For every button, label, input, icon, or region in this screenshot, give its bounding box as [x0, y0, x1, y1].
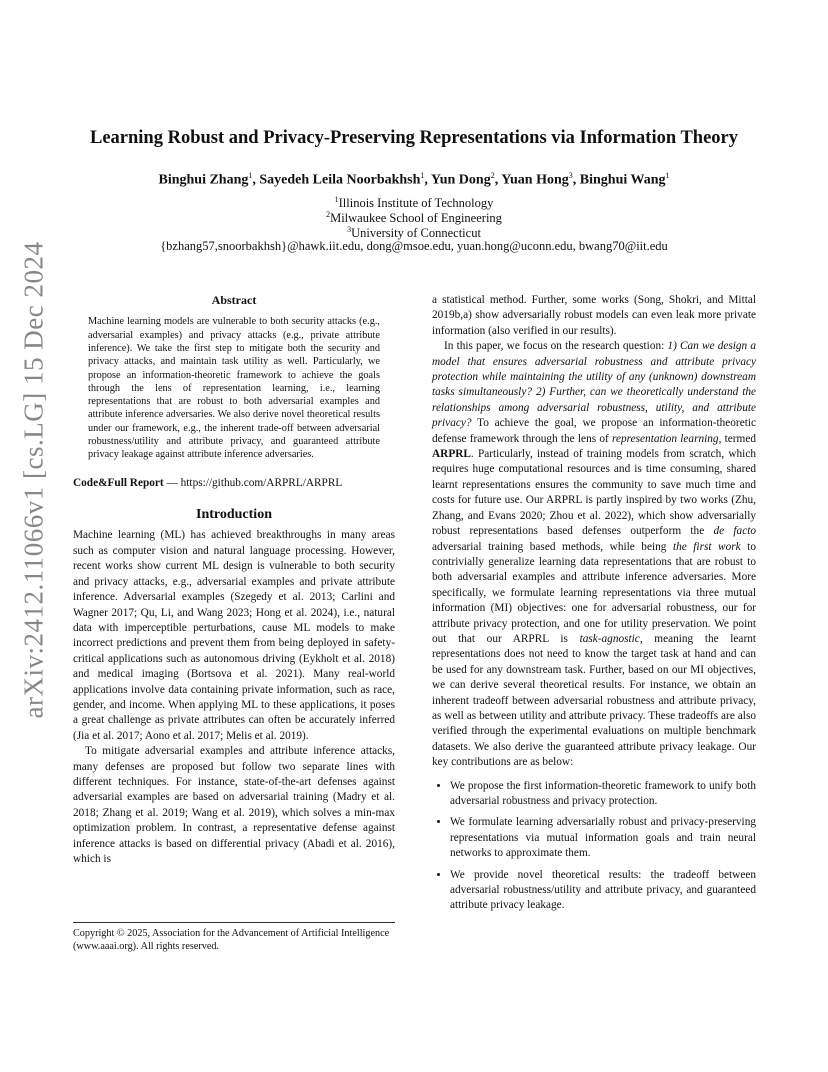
- abstract-text: Machine learning models are vulnerable to both security attacks (e.g., adversarial examples) and privacy attacks (e.g., private attribute inference). We take the first step to mitigate both the security and privacy attacks, and maintain task utility as well. Particularly, we propose an information-theoretic framework to achieve the goals through the lens of representation learning, i.e., learning representations that are robust to both adversarial examples and attribute inference adversaries. We also derive novel theoretical results under our framework, e.g., the inherent trade-off between adversarial robustness/utility and attribute privacy, and guaranteed attribute privacy leakage against attribute inference adversaries.: [88, 316, 380, 461]
- right-column: [432, 293, 756, 920]
- code-label: Code&Full Report: [73, 476, 164, 489]
- text-span: , termed: [718, 432, 756, 445]
- arxiv-identifier: arXiv:2412.11066v1 [cs.LG] 15 Dec 2024: [18, 241, 49, 719]
- text-span: , meaning the learnt representations does not need to know the target task at hand and can be used for any downstream task. Further, based on our MI objectives, we can derive several theoretical results. For instance, we obtain an inherent tradeoff between adversarial robustness and attribute privacy, as well as between utility and attribute privacy. These tradeoffs are also verified through the experimental evaluations on multiple benchmark datasets. We also derive the guaranteed attribute privacy leakage. Our key contributions are as below:: [432, 632, 756, 769]
- emphasis: representation learning: [612, 432, 719, 445]
- affil-mark: 2: [326, 210, 331, 219]
- text-span: adversarial training based methods, while being: [432, 540, 673, 553]
- emphasis: the first work: [672, 540, 741, 553]
- method-name: ARPRL: [432, 448, 471, 461]
- research-question: 1) Can we design a model that ensures adversarial robustness and attribute privacy protection while maintaining the utility of any (unknown) downstream tasks simultaneously? 2) Further, can we theoretically understand the relationships among adversarial robustness, utility, and attribute privacy?: [432, 340, 756, 430]
- code-report-line: [73, 476, 395, 491]
- author-affil-mark: 3: [568, 171, 573, 180]
- author-affil-mark: 1: [420, 171, 425, 180]
- author-name: Binghui Zhang: [158, 172, 249, 188]
- list-item: • We provide novel theoretical results: the tradeoff between adversarial robustness/utility and attribute privacy, and guaranteed attribute privacy leakage.: [450, 868, 756, 914]
- list-item: • We formulate learning adversarially robust and privacy-preserving representations via mutual information goals and train neural networks to approximate them.: [450, 815, 756, 861]
- author-name: Yuan Hong: [501, 172, 569, 188]
- intro-paragraph-2: To mitigate adversarial examples and attribute inference attacks, many defenses are proposed but follow two separate lines with different techniques. For instance, state-of-the-art defenses against adversarial examples are based on adversarial training (Madry et al. 2018; Zhang et al. 2019; Wang et al. 2019), which solves a min-max optimization problem. In contrast, a representative defense against inference attacks is based on differential privacy (Abadi et al. 2016), which is: [73, 745, 395, 866]
- affil-name: Illinois Institute of Technology: [338, 196, 494, 211]
- abstract-heading: Abstract: [211, 293, 257, 307]
- author-list: Binghui Zhang$^1$, Sayedeh Leila Noorbakhsh$^1$, Yun Dong$^2$, Yuan Hong$^3$, Binghui Wang$^1$: [158, 171, 670, 188]
- author-affil-mark: 2: [490, 171, 495, 180]
- author-name: Sayedeh Leila Noorbakhsh: [259, 172, 421, 188]
- left-column: [73, 293, 395, 867]
- paper-title: Learning Robust and Privacy-Preserving Representations via Information Theory: [89, 128, 738, 148]
- copyright-footnote: Copyright © 2025, Association for the Advancement of Artificial Intelligence (www.aaai.org). All rights reserved.: [73, 922, 395, 953]
- emphasis: task-agnostic: [579, 632, 640, 645]
- contribution-list: [432, 779, 756, 914]
- code-dash: —: [163, 476, 181, 489]
- text-span: In this paper, we focus on the research question:: [444, 340, 668, 353]
- affiliation: [0, 195, 828, 211]
- intro-paragraph-1: Machine learning (ML) has achieved breakthroughs in many areas such as computer vision and natural language processing. However, recent works show current ML design is vulnerable to both security and privacy attacks, e.g., adversarial examples and private attribute inference. Adversarial examples (Szegedy et al. 2013; Carlini and Wagner 2017; Qu, Li, and Wang 2023; Hong et al. 2024), i.e., natural data with imperceptible perturbations, cause ML models to make incorrect predictions and prevent them from being deployed in safety-critical applications such as autonomous driving (Eykholt et al. 2018) and medical imaging (Bortsova et al. 2021). Many real-world applications involve data containing private information, such as race, gender, and income. When applying ML to these applications, it poses a great challenge as private attributes can often be accurately inferred (Jia et al. 2017; Aono et al. 2017; Melis et al. 2019).: [73, 529, 395, 742]
- text-span: . Particularly, instead of training models from scratch, which requires huge computational resources and is time consuming, shared learnt representations ensures the community to save much time and costs for future use. Our ARPRL is partly inspired by two works (Zhu, Zhang, and Evans 2020; Zhou et al. 2022), which show adversarially robust representations based defenses outperform the: [432, 448, 756, 538]
- list-item: • We propose the first information-theoretic framework to unify both adversarial robustness and privacy protection.: [450, 779, 756, 810]
- author-name: Yun Dong: [430, 172, 491, 188]
- affil-mark: 1: [334, 195, 339, 204]
- text-span: to contrivially generalize learning data representations that are robust to both adversarial examples and attribute inference adversaries. More specifically, we formulate learning representations via three mutual information (MI) objectives: one for adversarial robustness, our for attribute privacy protection, and one for utility preservation. We point out that our ARPRL is: [432, 540, 756, 645]
- intro-heading: Introduction: [196, 507, 272, 523]
- emphasis: de facto: [713, 525, 757, 538]
- author-affil-mark: 1: [248, 171, 253, 180]
- affil-name: Milwaukee School of Engineering: [330, 211, 502, 226]
- author-affil-mark: 1: [665, 171, 670, 180]
- affiliation: [0, 210, 828, 226]
- right-paragraph-0: a statistical method. Further, some works (Song, Shokri, and Mittal 2019b,a) show adversarially robust models can even leak more private information (also verified in our results).: [432, 294, 756, 337]
- affil-mark: 3: [347, 225, 352, 234]
- text-span: To achieve the goal, we propose an information-theoretic defense framework through the lens of: [432, 417, 756, 445]
- affil-name: University of Connecticut: [351, 226, 481, 241]
- author-emails: {bzhang57,snoorbakhsh}@hawk.iit.edu, dong@msoe.edu, yuan.hong@uconn.edu, bwang70@iit.edu: [160, 239, 668, 253]
- code-url-link[interactable]: https://github.com/ARPRL/ARPRL: [180, 476, 343, 489]
- right-paragraph-1: [432, 339, 756, 770]
- author-name: Binghui Wang: [579, 172, 666, 188]
